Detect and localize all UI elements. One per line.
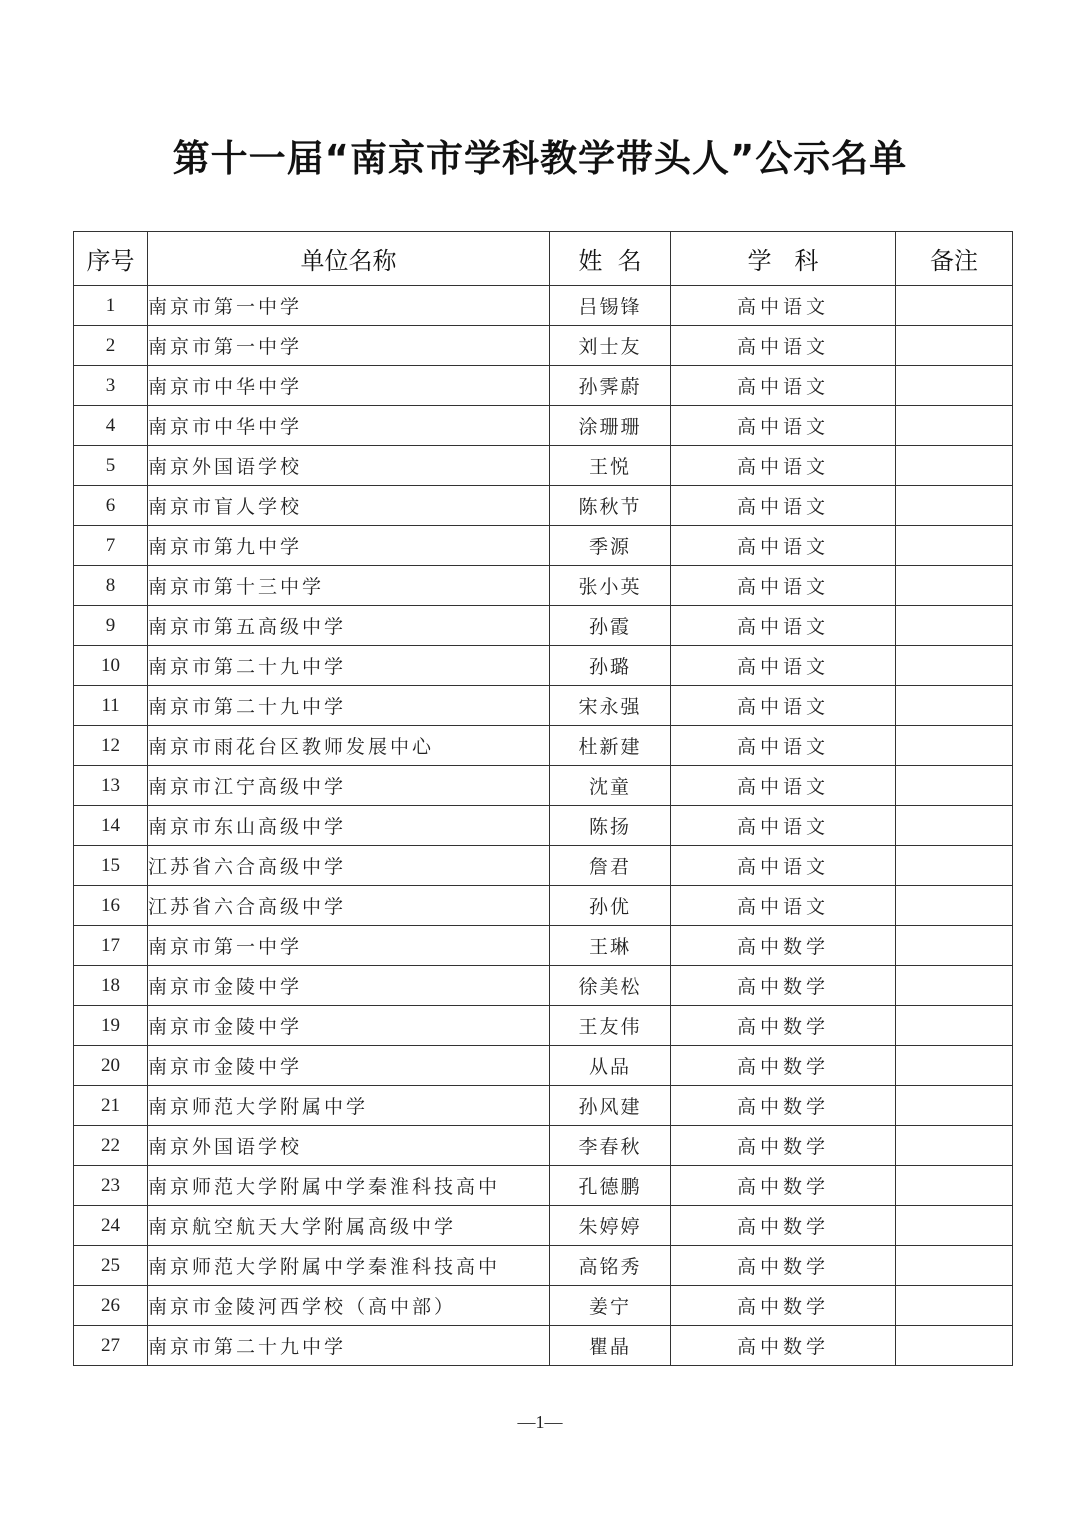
table-row (74, 326, 1013, 366)
cell-no: 16 (74, 886, 148, 926)
cell-name: 涂珊珊 (550, 406, 671, 446)
cell-name: 王悦 (550, 446, 671, 486)
cell-unit: 南京外国语学校 (148, 446, 550, 486)
cell-note (896, 606, 1013, 646)
cell-no: 2 (74, 326, 148, 366)
cell-subject: 高中语文 (671, 726, 896, 766)
cell-note (896, 966, 1013, 1006)
table-row (74, 726, 1013, 766)
cell-note (896, 646, 1013, 686)
column-header-name: 姓 名 (550, 232, 671, 286)
cell-unit: 南京航空航天大学附属高级中学 (148, 1206, 550, 1246)
cell-unit: 南京市雨花台区教师发展中心 (148, 726, 550, 766)
column-header-unit: 单位名称 (148, 232, 550, 286)
cell-no: 8 (74, 566, 148, 606)
cell-name: 陈扬 (550, 806, 671, 846)
cell-subject: 高中语文 (671, 686, 896, 726)
cell-unit: 南京市第九中学 (148, 526, 550, 566)
cell-note (896, 806, 1013, 846)
cell-subject: 高中语文 (671, 326, 896, 366)
cell-no: 11 (74, 686, 148, 726)
cell-no: 19 (74, 1006, 148, 1046)
table-row (74, 926, 1013, 966)
cell-name: 陈秋节 (550, 486, 671, 526)
cell-name: 孙优 (550, 886, 671, 926)
table-row (74, 1326, 1013, 1366)
cell-name: 朱婷婷 (550, 1206, 671, 1246)
table-row (74, 1206, 1013, 1246)
cell-subject: 高中数学 (671, 926, 896, 966)
cell-unit: 南京外国语学校 (148, 1126, 550, 1166)
table-row (74, 526, 1013, 566)
cell-note (896, 1246, 1013, 1286)
cell-name: 张小英 (550, 566, 671, 606)
table-row (74, 406, 1013, 446)
table-body (74, 286, 1013, 1366)
cell-note (896, 886, 1013, 926)
cell-unit: 南京市金陵中学 (148, 1006, 550, 1046)
cell-no: 25 (74, 1246, 148, 1286)
cell-unit: 南京市第一中学 (148, 326, 550, 366)
cell-no: 1 (74, 286, 148, 326)
cell-note (896, 1126, 1013, 1166)
cell-subject: 高中语文 (671, 406, 896, 446)
cell-no: 20 (74, 1046, 148, 1086)
cell-note (896, 1286, 1013, 1326)
cell-subject: 高中数学 (671, 1006, 896, 1046)
roster-table (73, 231, 1013, 1366)
cell-subject: 高中语文 (671, 286, 896, 326)
cell-subject: 高中语文 (671, 526, 896, 566)
cell-name: 季源 (550, 526, 671, 566)
cell-subject: 高中数学 (671, 1126, 896, 1166)
table-row (74, 1126, 1013, 1166)
cell-name: 孙风建 (550, 1086, 671, 1126)
cell-no: 13 (74, 766, 148, 806)
cell-name: 詹君 (550, 846, 671, 886)
cell-subject: 高中数学 (671, 1086, 896, 1126)
cell-unit: 南京市第二十九中学 (148, 1326, 550, 1366)
cell-name: 王琳 (550, 926, 671, 966)
cell-unit: 南京市金陵中学 (148, 966, 550, 1006)
cell-name: 瞿晶 (550, 1326, 671, 1366)
cell-subject: 高中数学 (671, 1206, 896, 1246)
table-row (74, 966, 1013, 1006)
cell-unit: 南京师范大学附属中学秦淮科技高中 (148, 1246, 550, 1286)
cell-unit: 南京市第二十九中学 (148, 686, 550, 726)
table-row (74, 446, 1013, 486)
cell-name: 吕锡锋 (550, 286, 671, 326)
cell-unit: 南京市盲人学校 (148, 486, 550, 526)
cell-unit: 江苏省六合高级中学 (148, 846, 550, 886)
cell-note (896, 486, 1013, 526)
cell-no: 27 (74, 1326, 148, 1366)
cell-note (896, 526, 1013, 566)
page-title: 第十一届“南京市学科教学带头人”公示名单 (172, 137, 908, 180)
cell-name: 王友伟 (550, 1006, 671, 1046)
cell-name: 宋永强 (550, 686, 671, 726)
cell-name: 高铭秀 (550, 1246, 671, 1286)
table-row (74, 886, 1013, 926)
cell-no: 6 (74, 486, 148, 526)
cell-unit: 江苏省六合高级中学 (148, 886, 550, 926)
cell-name: 孙霁蔚 (550, 366, 671, 406)
cell-name: 杜新建 (550, 726, 671, 766)
table-row (74, 806, 1013, 846)
cell-name: 从品 (550, 1046, 671, 1086)
cell-unit: 南京市第一中学 (148, 286, 550, 326)
cell-subject: 高中语文 (671, 886, 896, 926)
cell-no: 9 (74, 606, 148, 646)
table-row (74, 1166, 1013, 1206)
cell-unit: 南京市金陵河西学校（高中部） (148, 1286, 550, 1326)
cell-subject: 高中语文 (671, 486, 896, 526)
table-header-row (74, 232, 1013, 286)
column-header-no: 序号 (74, 232, 148, 286)
cell-name: 李春秋 (550, 1126, 671, 1166)
cell-subject: 高中数学 (671, 1326, 896, 1366)
cell-subject: 高中语文 (671, 366, 896, 406)
cell-no: 17 (74, 926, 148, 966)
cell-subject: 高中数学 (671, 1166, 896, 1206)
cell-no: 18 (74, 966, 148, 1006)
cell-subject: 高中语文 (671, 446, 896, 486)
cell-note (896, 326, 1013, 366)
cell-unit: 南京市第二十九中学 (148, 646, 550, 686)
cell-no: 22 (74, 1126, 148, 1166)
cell-note (896, 1006, 1013, 1046)
cell-note (896, 286, 1013, 326)
cell-name: 沈童 (550, 766, 671, 806)
cell-no: 4 (74, 406, 148, 446)
cell-no: 21 (74, 1086, 148, 1126)
table-row (74, 606, 1013, 646)
cell-subject: 高中语文 (671, 646, 896, 686)
page-number: —1— (517, 1412, 563, 1432)
cell-unit: 南京市第一中学 (148, 926, 550, 966)
cell-note (896, 366, 1013, 406)
cell-note (896, 1046, 1013, 1086)
cell-subject: 高中语文 (671, 806, 896, 846)
table-row (74, 846, 1013, 886)
cell-name: 孙霞 (550, 606, 671, 646)
cell-no: 10 (74, 646, 148, 686)
cell-note (896, 446, 1013, 486)
table-row (74, 766, 1013, 806)
cell-name: 孙璐 (550, 646, 671, 686)
cell-unit: 南京市第五高级中学 (148, 606, 550, 646)
cell-unit: 南京市金陵中学 (148, 1046, 550, 1086)
cell-unit: 南京市中华中学 (148, 406, 550, 446)
cell-note (896, 566, 1013, 606)
column-header-note: 备注 (896, 232, 1013, 286)
cell-note (896, 1166, 1013, 1206)
cell-subject: 高中语文 (671, 766, 896, 806)
cell-name: 徐美松 (550, 966, 671, 1006)
cell-note (896, 406, 1013, 446)
table-row (74, 566, 1013, 606)
cell-subject: 高中数学 (671, 1046, 896, 1086)
table-row (74, 1246, 1013, 1286)
cell-note (896, 846, 1013, 886)
cell-unit: 南京市中华中学 (148, 366, 550, 406)
cell-subject: 高中语文 (671, 606, 896, 646)
cell-name: 刘士友 (550, 326, 671, 366)
cell-subject: 高中数学 (671, 966, 896, 1006)
cell-subject: 高中语文 (671, 566, 896, 606)
table-row (74, 646, 1013, 686)
cell-note (896, 766, 1013, 806)
cell-unit: 南京师范大学附属中学秦淮科技高中 (148, 1166, 550, 1206)
cell-no: 24 (74, 1206, 148, 1246)
cell-no: 23 (74, 1166, 148, 1206)
cell-subject: 高中语文 (671, 846, 896, 886)
cell-no: 12 (74, 726, 148, 766)
cell-no: 7 (74, 526, 148, 566)
cell-name: 孔德鹏 (550, 1166, 671, 1206)
cell-note (896, 1206, 1013, 1246)
cell-note (896, 1326, 1013, 1366)
cell-subject: 高中数学 (671, 1286, 896, 1326)
table-row (74, 1286, 1013, 1326)
table-row (74, 1046, 1013, 1086)
table-row (74, 1006, 1013, 1046)
cell-unit: 南京市江宁高级中学 (148, 766, 550, 806)
cell-no: 3 (74, 366, 148, 406)
cell-note (896, 926, 1013, 966)
cell-note (896, 686, 1013, 726)
table-row (74, 286, 1013, 326)
cell-unit: 南京师范大学附属中学 (148, 1086, 550, 1126)
cell-note (896, 726, 1013, 766)
cell-no: 26 (74, 1286, 148, 1326)
cell-no: 15 (74, 846, 148, 886)
cell-unit: 南京市第十三中学 (148, 566, 550, 606)
cell-unit: 南京市东山高级中学 (148, 806, 550, 846)
column-header-subject: 学 科 (671, 232, 896, 286)
cell-subject: 高中数学 (671, 1246, 896, 1286)
table-row (74, 366, 1013, 406)
table-row (74, 1086, 1013, 1126)
cell-note (896, 1086, 1013, 1126)
cell-no: 5 (74, 446, 148, 486)
cell-no: 14 (74, 806, 148, 846)
table-row (74, 486, 1013, 526)
cell-name: 姜宁 (550, 1286, 671, 1326)
table-row (74, 686, 1013, 726)
